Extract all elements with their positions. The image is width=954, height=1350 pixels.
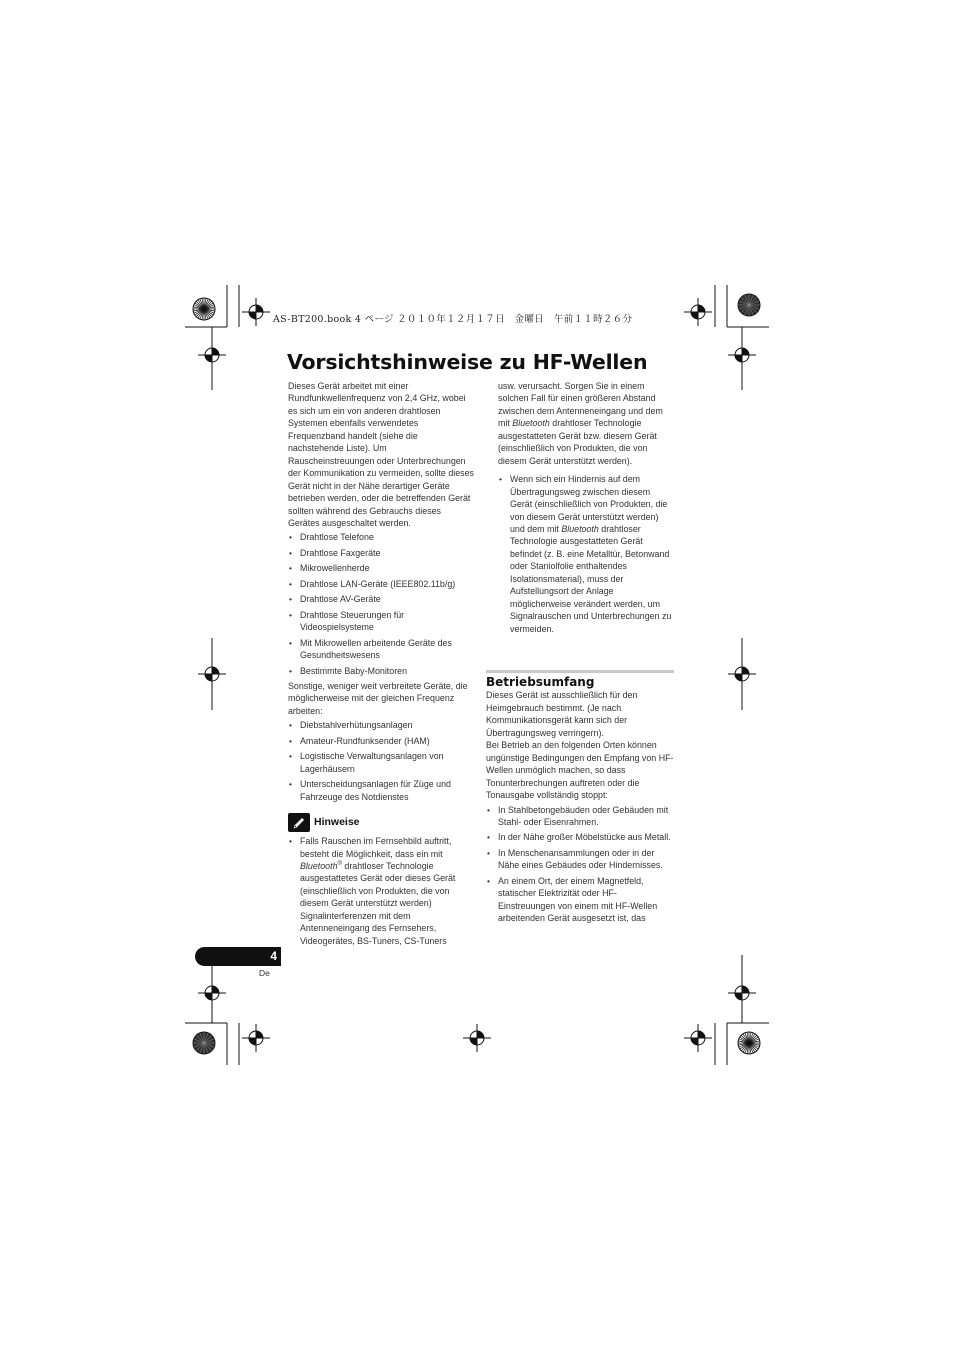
section-paragraph: Bei Betrieb an den folgenden Orten können ungünstige Bedingungen den Empfang von HF-Wellen unmöglich machen, so dass Tonunterbrechungen auftreten oder die Tonausgabe vollständig stoppt:: [486, 740, 674, 801]
right-column: [486, 380, 674, 638]
list-item: • Drahtlose Steuerungen für Videospielsysteme: [288, 609, 474, 634]
list-item: • In der Nähe großer Möbelstücke aus Metall.: [486, 831, 674, 843]
list-item: • Drahtlose AV-Geräte: [288, 593, 474, 605]
bluetooth-term: Bluetooth: [300, 860, 338, 871]
section-title: Betriebsumfang: [486, 675, 595, 689]
list-item: • An einem Ort, der einem Magnetfeld, statischer Elektrizität oder HF-Einstreuungen von einem mit HF-Wellen arbeitenden Gerät ausgesetzt ist, das: [486, 875, 674, 925]
note-text: drahtloser Technologie ausgestatteten Gerät befindet (z. B. eine Metalltür, Betonwand oder Staniolfolie enthaltendes Isolationsmaterial), muss der Aufstellungsort der Anlage möglicherweise verändert werden, um Signalrauschen und Unterbrechungen zu vermeiden.: [510, 523, 672, 634]
list-item: • Drahtlose Faxgeräte: [288, 547, 474, 559]
bluetooth-term: Bluetooth: [512, 418, 550, 429]
pencil-note-icon: [288, 813, 310, 832]
note-text: Falls Rauschen im Fernsehbild auftritt, besteht die Möglichkeit, dass ein mit: [300, 836, 452, 859]
note-text: drahtloser Technologie ausgestatteten Gerät bzw. diesem Gerät (einschließlich von Produkten, die von diesem Gerät unterstützt werden).: [498, 418, 657, 466]
note-text: usw. verursacht. Sorgen Sie in einem solchen Fall für einen größeren Abstand zwischen dem Antenneneingang und dem mit: [498, 381, 663, 429]
section-divider: [486, 670, 674, 673]
page-number: 4: [195, 947, 281, 966]
middle-paragraph: Sonstige, weniger weit verbreitete Geräte, die möglicherweise mit der gleichen Frequenz arbeiten:: [288, 680, 468, 716]
page-title: Vorsichtshinweise zu HF-Wellen: [287, 350, 648, 374]
registered-mark: ®: [337, 860, 342, 867]
note-item: [498, 473, 674, 635]
notes-heading: [288, 813, 474, 832]
list-item: • Amateur-Rundfunksender (HAM): [288, 735, 474, 747]
notes-list: [288, 835, 474, 947]
other-device-list: [288, 719, 474, 803]
note-item: [288, 835, 474, 947]
section-paragraph: Dieses Gerät ist ausschließlich für den Heimgebrauch bestimmt. (Je nach Kommunikationsgerät kann sich der Übertragungsweg verringern).: [486, 690, 638, 738]
note-text: Wenn sich ein Hindernis auf dem Übertragungsweg zwischen diesem Gerät (einschließlich von Produkten, die von diesem Gerät unterstützt werden) und dem mit: [510, 474, 668, 534]
section-betriebsumfang: [486, 658, 674, 928]
list-item: • Mikrowellenherde: [288, 562, 474, 574]
list-item: • Bestimmte Baby-Monitoren: [288, 665, 474, 677]
list-item: • In Menschenansammlungen oder in der Nähe eines Gebäudes oder Hindernisses.: [486, 847, 674, 872]
list-item: • Drahtlose Telefone: [288, 531, 474, 543]
notes-list-continued: [498, 380, 674, 635]
location-list: [486, 804, 674, 925]
bluetooth-term: Bluetooth: [561, 523, 599, 534]
note-text: drahtloser Technologie ausgestattetes Gerät oder dieses Gerät (einschließlich von Produkten, die von diesem Gerät unterstützt werden) Signalinterferenzen mit dem Antenneneingang des Fernsehers, Videogerätes, BS-Tuners, CS-Tuners: [300, 860, 456, 946]
list-item: • Logistische Verwaltungsanlagen von Lagerhäusern: [288, 750, 474, 775]
left-column: [288, 380, 474, 950]
intro-paragraph: Dieses Gerät arbeitet mit einer Rundfunkwellenfrequenz von 2,4 GHz, wobei es sich um ein von anderen drahtlosen Systemen ebenfalls verwendetes Frequenzband handelt (siehe die nachstehende Liste). Um Rauscheinstreuungen oder Unterbrechungen der Kommunikation zu vermeiden, sollte dieses Gerät nicht in der Nähe derartiger Geräte betrieben werden, oder die betreffenden Gerät sollten während des Gebrauchs dieses Gerätes ausgeschaltet werden.: [288, 381, 474, 528]
device-list: [288, 531, 474, 677]
list-item: • Drahtlose LAN-Geräte (IEEE802.11b/g): [288, 578, 474, 590]
language-code: De: [259, 968, 270, 978]
list-item: • Mit Mikrowellen arbeitende Geräte des Gesundheitswesens: [288, 637, 474, 662]
file-header: AS-BT200.book 4 ページ ２０１０年１２月１７日 金曜日 午前１１時２６分: [273, 314, 633, 325]
notes-title: Hinweise: [314, 816, 360, 829]
list-item: • Diebstahlverhütungsanlagen: [288, 719, 474, 731]
note-item-continued: [498, 380, 674, 467]
list-item: • In Stahlbetongebäuden oder Gebäuden mit Stahl- oder Eisenrahmen.: [486, 804, 674, 829]
list-item: • Unterscheidungsanlagen für Züge und Fahrzeuge des Notdienstes: [288, 778, 474, 803]
